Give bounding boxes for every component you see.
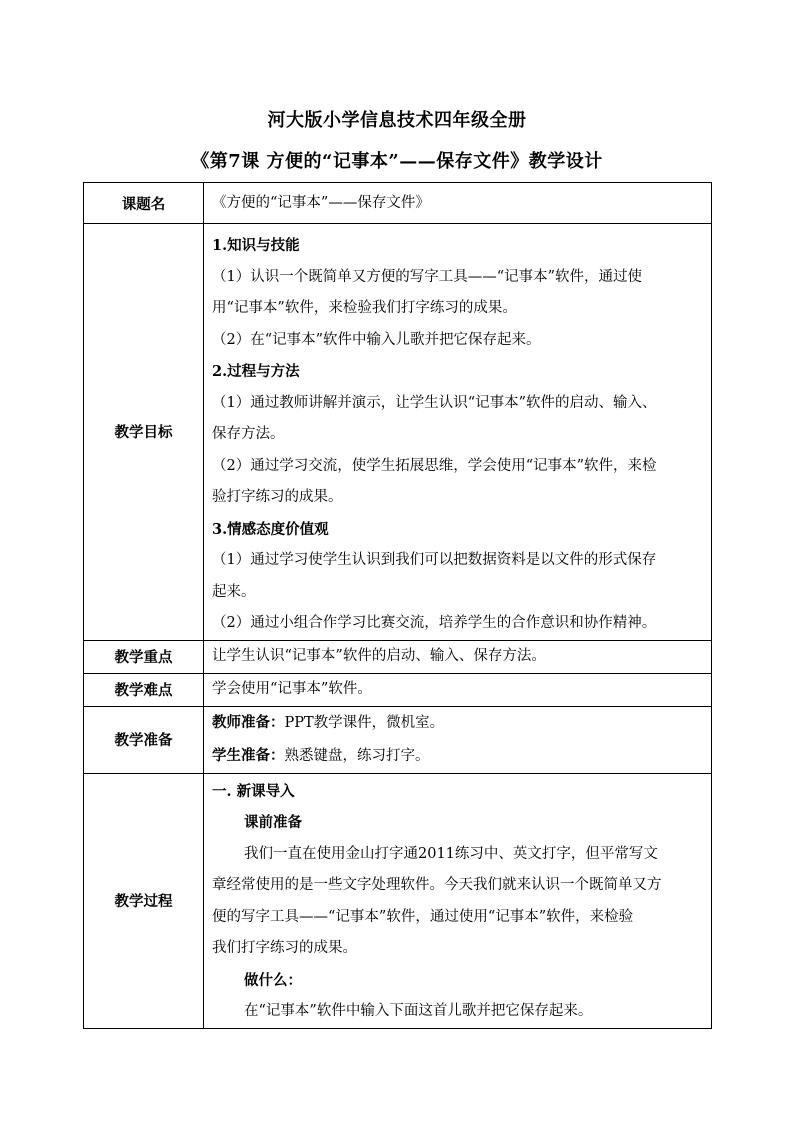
student-preparation [212, 740, 705, 773]
process-paragraph-line: 章经常使用的是一些文字处理软件。今天我们就来认识一个既简单又方 [212, 877, 662, 893]
student-prep-text: 熟悉键盘，练习打字。 [284, 747, 430, 764]
process-subheading: 做什么： [244, 971, 302, 989]
goal-heading-2: 2.过程与方法 [212, 363, 300, 380]
process-paragraph-line: 我们打字练习的成果。 [212, 940, 357, 956]
goal-line: （2）通过小组合作学习比赛交流，培养学生的合作意识和协作精神。 [212, 615, 657, 631]
difficulty-text: 学会使用“记事本”软件。 [212, 680, 372, 697]
row-goals [84, 224, 712, 641]
lesson-title: 《第7课 方便的“记事本”——保存文件》教学设计 [191, 151, 603, 172]
teacher-prep-text: PPT教学课件，微机室。 [284, 715, 445, 731]
student-prep-label: 学生准备： [212, 746, 285, 764]
label-key-point: 教学重点 [84, 640, 204, 673]
goal-line: 保存方法。 [212, 426, 285, 442]
label-goals: 教学目标 [84, 224, 204, 641]
teacher-prep-label: 教师准备： [212, 714, 285, 731]
lesson-plan-table [83, 182, 712, 1029]
process-paragraph-line: 在“记事本”软件中输入下面这首儿歌并把它保存起来。 [244, 1003, 593, 1019]
row-difficulty [84, 673, 712, 706]
goal-heading-3: 3.情感态度价值观 [212, 520, 329, 538]
topic-text: 《方便的“记事本”——保存文件》 [212, 195, 430, 211]
goal-heading-1: 1.知识与技能 [212, 237, 300, 254]
goal-line: （1）通过学习使学生认识到我们可以把数据资料是以文件的形式保存 [212, 552, 657, 568]
key-point-text: 让学生认识“记事本”软件的启动、输入、保存方法。 [212, 647, 546, 664]
goal-line: 用“记事本”软件，来检验我们打字练习的成果。 [212, 300, 517, 316]
cell-key-point [204, 640, 712, 673]
goal-line: 起来。 [212, 583, 256, 600]
process-paragraph-line: 我们一直在使用金山打字通2011练习中、英文打字，但平常写文 [244, 845, 658, 862]
cell-goals [204, 224, 712, 641]
label-topic: 课题名 [84, 183, 204, 224]
label-difficulty: 教学难点 [84, 673, 204, 706]
row-preparation [84, 706, 712, 773]
goal-line: （2）在“记事本”软件中输入儿歌并把它保存起来。 [212, 331, 541, 348]
goal-line: 验打字练习的成果。 [212, 489, 343, 505]
goal-line: （1）通过教师讲解并演示，让学生认识“记事本”软件的启动、输入、 [212, 394, 657, 411]
teacher-preparation [212, 707, 705, 740]
goal-line: （2）通过学习交流，使学生拓展思维，学会使用“记事本”软件，来检 [212, 457, 657, 474]
document-title: 河大版小学信息技术四年级全册 [267, 110, 527, 131]
goal-line: （1）认识一个既简单又方便的写字工具——“记事本”软件，通过使 [212, 268, 643, 285]
process-subheading: 课前准备 [244, 814, 302, 831]
label-process: 教学过程 [84, 773, 204, 1028]
cell-difficulty [204, 673, 712, 706]
row-topic [84, 183, 712, 224]
process-paragraph-line: 便的写字工具——“记事本”软件，通过使用“记事本”软件，来检验 [212, 908, 634, 925]
row-key-point [84, 640, 712, 673]
cell-preparation [204, 706, 712, 773]
process-section-heading: 一. 新课导入 [212, 782, 295, 800]
label-preparation: 教学准备 [84, 706, 204, 773]
cell-process [204, 773, 712, 1028]
row-process [84, 773, 712, 1028]
cell-topic [204, 183, 712, 224]
